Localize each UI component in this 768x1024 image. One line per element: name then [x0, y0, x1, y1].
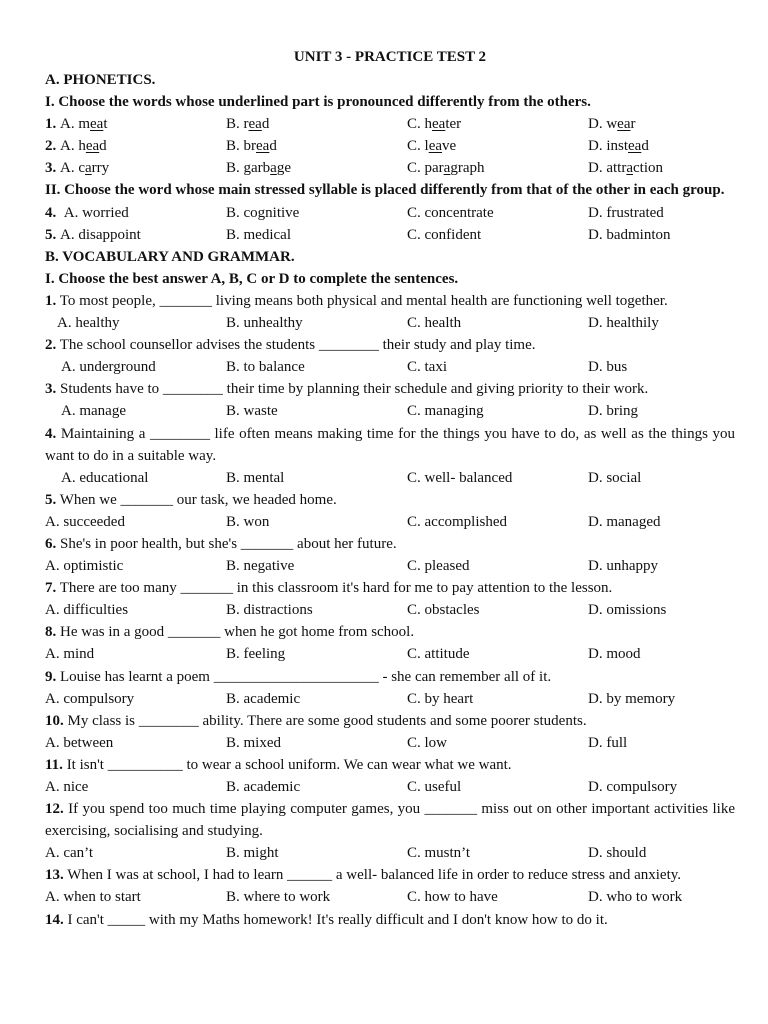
options-row	[45, 555, 735, 577]
options-row	[45, 312, 735, 334]
option-text: C. l	[407, 138, 429, 155]
answer-option[interactable]: B. won	[226, 513, 270, 530]
options-row	[45, 643, 735, 665]
answer-option[interactable]: C. managing	[407, 403, 484, 420]
option-text: d	[99, 138, 107, 155]
answer-option[interactable]	[226, 224, 407, 246]
question-stem	[45, 290, 735, 312]
answer-option[interactable]	[45, 113, 226, 135]
answer-option[interactable]: A. when to start	[45, 889, 141, 906]
option-text: C. h	[407, 116, 433, 133]
question-text: I can't _____ with my Maths homework! It's really difficult and I don't know how to do it.	[63, 911, 608, 928]
option-text: D. frustrated	[588, 204, 664, 221]
option-text: B. r	[226, 116, 249, 133]
phonetics-part2-instruction: II. Choose the word whose main stressed syllable is placed differently from that of the other in each group.	[45, 182, 725, 199]
options-row	[45, 732, 735, 754]
option-text: rry	[91, 160, 110, 177]
underlined-part: a	[85, 160, 92, 177]
answer-option[interactable]: A. between	[45, 734, 114, 751]
option-text: C. confident	[407, 226, 482, 243]
option-text: D. w	[588, 116, 618, 133]
answer-option[interactable]: B. negative	[226, 558, 295, 575]
question-row	[45, 224, 735, 246]
underlined-part: ea	[617, 116, 631, 133]
answer-option[interactable]: D. managed	[588, 513, 661, 530]
answer-option[interactable]	[226, 113, 407, 135]
phonetics-part1-questions	[45, 113, 735, 179]
answer-option[interactable]	[588, 135, 735, 157]
question-number: 2.	[45, 337, 57, 354]
question-number: 10.	[45, 712, 64, 729]
answer-option[interactable]: C. accomplished	[407, 513, 507, 530]
underlined-part: ea	[428, 138, 443, 155]
question-number: 1.	[45, 292, 57, 309]
answer-option[interactable]: A. succeeded	[45, 513, 125, 530]
question-stem	[45, 666, 735, 688]
option-text: A. disappoint	[60, 226, 141, 243]
option-text: A. c	[60, 160, 85, 177]
question-row	[45, 157, 735, 179]
answer-option[interactable]: D. full	[588, 734, 628, 751]
option-text: A. h	[60, 138, 86, 155]
vocab-part1-instruction: I. Choose the best answer A, B, C or D to complete the sentences.	[45, 270, 459, 287]
option-text: d	[641, 138, 649, 155]
question-number: 14.	[45, 911, 64, 928]
answer-option[interactable]: A. healthy	[57, 315, 120, 332]
question-text: The school counsellor advises the students ________ their study and play time.	[56, 337, 536, 354]
answer-option[interactable]: B. distractions	[226, 602, 313, 619]
option-text: ge	[276, 160, 292, 177]
question-number: 4.	[45, 425, 57, 442]
answer-option[interactable]: C. how to have	[407, 889, 498, 906]
answer-option[interactable]: B. to balance	[226, 359, 305, 376]
option-text: d	[261, 116, 270, 133]
answer-option[interactable]: C. well- balanced	[407, 469, 513, 486]
question-number: 5.	[45, 491, 57, 508]
answer-option[interactable]: B. waste	[226, 403, 278, 420]
answer-option[interactable]: A. educational	[61, 469, 149, 486]
question-text: It isn't __________ to wear a school uniform. We can wear what we want.	[62, 756, 512, 773]
question-stem	[45, 621, 735, 643]
answer-option[interactable]: D. by memory	[588, 690, 676, 707]
question-number: 1.	[45, 116, 60, 133]
question-stem	[45, 710, 735, 732]
answer-option[interactable]: C. low	[407, 734, 448, 751]
question-stem	[45, 533, 735, 555]
underlined-part: a	[443, 160, 451, 177]
answer-option[interactable]: D. social	[588, 469, 642, 486]
answer-option[interactable]	[407, 113, 588, 135]
option-text: B. cognitive	[226, 204, 300, 221]
option-text: ve	[442, 138, 457, 155]
question-number: 7.	[45, 580, 57, 597]
answer-option[interactable]: D. unhappy	[588, 558, 658, 575]
options-row	[45, 842, 735, 864]
answer-option[interactable]: D. should	[588, 845, 647, 862]
answer-option[interactable]: B. academic	[226, 690, 301, 707]
answer-option[interactable]: A. manage	[61, 403, 126, 420]
answer-option[interactable]	[588, 113, 735, 135]
underlined-part: ea	[248, 116, 262, 133]
answer-option[interactable]: D. compulsory	[588, 779, 678, 795]
answer-option[interactable]	[226, 135, 407, 157]
answer-option[interactable]	[407, 157, 588, 179]
phonetics-part2-questions	[45, 202, 735, 246]
answer-option[interactable]	[588, 224, 735, 246]
section-b-heading: B. VOCABULARY AND GRAMMAR.	[45, 248, 295, 265]
page-title: UNIT 3 - PRACTICE TEST 2	[293, 49, 487, 65]
answer-option[interactable]: A. compulsory	[45, 690, 135, 707]
question-stem	[45, 909, 735, 931]
question-stem	[45, 423, 735, 467]
option-text: A. m	[60, 116, 90, 133]
option-text: ter	[445, 116, 462, 133]
answer-option[interactable]: C. useful	[407, 779, 462, 795]
phonetics-part1-instruction: I. Choose the words whose underlined part is pronounced differently from the others.	[45, 94, 591, 111]
answer-option[interactable]: B. mixed	[226, 734, 281, 751]
question-text: If you spend too much time playing computer games, you _______ miss out on other important activities like exercising, socialising and studying.	[45, 801, 735, 840]
answer-option[interactable]: C. pleased	[407, 558, 470, 575]
answer-option[interactable]	[226, 157, 407, 179]
question-text: When I was at school, I had to learn ______ a well- balanced life in order to reduce stress and anxiety.	[63, 867, 682, 884]
question-number: 3.	[45, 160, 60, 177]
question-stem	[45, 489, 735, 511]
options-row	[45, 511, 735, 533]
answer-option[interactable]: D. bus	[588, 359, 628, 376]
question-text: My class is ________ ability. There are some good students and some poorer students.	[63, 712, 587, 729]
question-text: Maintaining a ________ life often means making time for the things you have to do, as well as the things you want to do in a suitable way.	[45, 425, 735, 464]
answer-option[interactable]	[226, 202, 407, 224]
option-text: d	[269, 138, 277, 155]
option-text: B. br	[226, 138, 256, 155]
underlined-part: a	[626, 160, 633, 177]
question-row	[45, 202, 735, 224]
answer-option[interactable]	[407, 135, 588, 157]
option-text: graph	[450, 160, 485, 177]
answer-option[interactable]: B. where to work	[226, 889, 331, 906]
answer-option[interactable]: A. nice	[45, 779, 89, 795]
vocab-questions	[45, 290, 735, 931]
question-text: There are too many _______ in this classroom it's hard for me to pay attention to the lesson.	[56, 580, 613, 597]
question-number: 4.	[45, 204, 64, 221]
underlined-part: ea	[85, 138, 100, 155]
answer-option[interactable]: B. feeling	[226, 646, 286, 663]
underlined-part: ea	[432, 116, 446, 133]
answer-option[interactable]: D. bring	[588, 403, 638, 420]
option-text: A. worried	[63, 204, 129, 221]
answer-option[interactable]	[407, 202, 588, 224]
answer-option[interactable]: B. academic	[226, 779, 301, 795]
question-text: When we _______ our task, we headed home.	[56, 491, 337, 508]
question-stem	[45, 798, 735, 842]
question-number: 11.	[45, 756, 63, 773]
answer-option[interactable]	[45, 224, 226, 246]
underlined-part: a	[270, 160, 277, 177]
options-row	[45, 776, 735, 798]
question-stem	[45, 334, 735, 356]
question-number: 9.	[45, 668, 57, 685]
options-row	[45, 400, 735, 422]
options-row	[45, 688, 735, 710]
question-text: Louise has learnt a poem ______________________ - she can remember all of it.	[56, 668, 552, 685]
answer-option[interactable]: D. omissions	[588, 602, 667, 619]
answer-option[interactable]: B. unhealthy	[226, 315, 303, 332]
question-number: 13.	[45, 867, 64, 884]
answer-option[interactable]	[407, 224, 588, 246]
underlined-part: ea	[256, 138, 270, 155]
answer-option[interactable]: C. obstacles	[407, 602, 480, 619]
answer-option[interactable]: D. healthily	[588, 315, 659, 332]
answer-option[interactable]: D. mood	[588, 646, 641, 663]
option-text: r	[630, 116, 636, 133]
answer-option[interactable]: A. difficulties	[45, 602, 129, 619]
options-row	[45, 886, 735, 908]
question-text: He was in a good _______ when he got home from school.	[56, 624, 415, 641]
question-row	[45, 113, 735, 135]
answer-option[interactable]	[45, 157, 226, 179]
options-row	[45, 356, 735, 378]
question-number: 6.	[45, 535, 57, 552]
question-stem	[45, 378, 735, 400]
section-a-heading: A. PHONETICS.	[45, 72, 156, 88]
underlined-part: ea	[90, 116, 104, 133]
question-stem	[45, 754, 735, 776]
option-text: C. par	[407, 160, 444, 177]
answer-option[interactable]: C. mustn’t	[407, 845, 471, 862]
option-text: D. inst	[588, 138, 629, 155]
option-text: B. medical	[226, 226, 291, 243]
answer-option[interactable]: C. health	[407, 315, 462, 332]
options-row	[45, 599, 735, 621]
answer-option[interactable]: C. by heart	[407, 690, 474, 707]
option-text: D. badminton	[588, 226, 671, 243]
question-stem	[45, 864, 735, 886]
answer-option[interactable]	[588, 202, 735, 224]
question-number: 12.	[45, 801, 64, 818]
answer-option[interactable]: C. taxi	[407, 359, 447, 376]
answer-option[interactable]	[588, 157, 735, 179]
answer-option[interactable]: A. optimistic	[45, 558, 124, 575]
question-text: Students have to ________ their time by planning their schedule and giving priority to their work.	[56, 381, 649, 398]
option-text: B. garb	[226, 160, 271, 177]
question-row	[45, 135, 735, 157]
answer-option[interactable]: A. mind	[45, 646, 95, 663]
underlined-part: ea	[628, 138, 642, 155]
question-stem	[45, 577, 735, 599]
question-text: To most people, _______ living means both physical and mental health are functioning well together.	[56, 292, 668, 309]
question-text: She's in poor health, but she's _______ about her future.	[56, 535, 397, 552]
answer-option[interactable]	[45, 202, 226, 224]
option-text: D. attr	[588, 160, 627, 177]
answer-option[interactable]: D. who to work	[588, 889, 683, 906]
answer-option[interactable]: B. mental	[226, 469, 285, 486]
question-number: 8.	[45, 624, 57, 641]
answer-option[interactable]	[45, 135, 226, 157]
option-text: ction	[633, 160, 663, 177]
answer-option[interactable]: A. underground	[61, 359, 156, 376]
option-text: t	[103, 116, 108, 133]
answer-option[interactable]: A. can’t	[45, 845, 94, 862]
answer-option[interactable]: C. attitude	[407, 646, 470, 663]
answer-option[interactable]: B. might	[226, 845, 279, 862]
question-number: 2.	[45, 138, 60, 155]
question-number: 5.	[45, 226, 60, 243]
options-row	[45, 467, 735, 489]
worksheet	[45, 45, 735, 931]
question-number: 3.	[45, 381, 57, 398]
option-text: C. concentrate	[407, 204, 494, 221]
